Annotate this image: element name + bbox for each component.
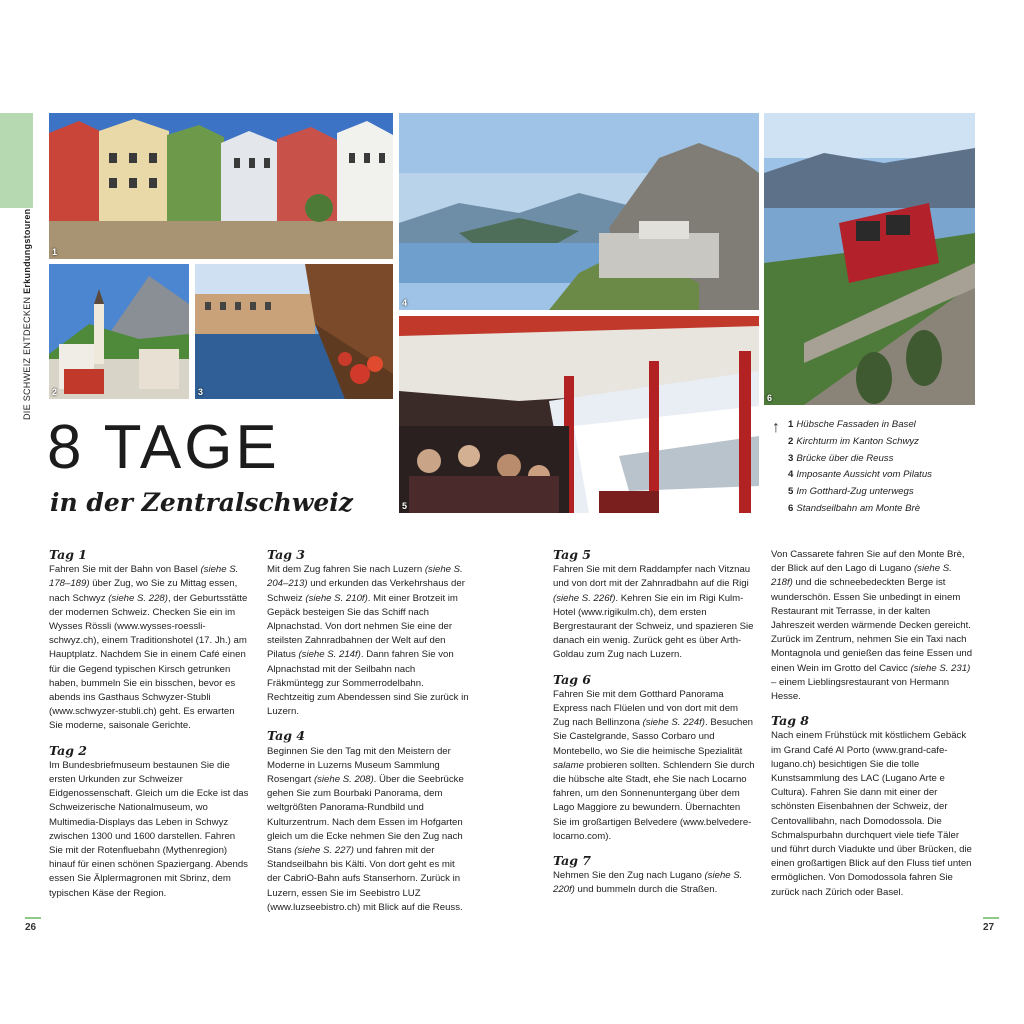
caption-text: Hübsche Fassaden in Basel bbox=[796, 419, 916, 430]
day-section bbox=[553, 548, 755, 663]
day-text: Beginnen Sie den Tag mit den Meistern der Moderne in Luzerns Museum Sammlung Rosengart (siehe S. 208). Über die Seebrücke gehen Sie zum Bourbaki Panorama, dem weltgrößten Panorama-Rundbild und Kulturzentrum. Nach dem Essen im Hofgarten gleich um die Ecke nehmen Sie den Zug nach Stans (siehe S. 227) und fahren mit der Standseilbahn bis Kälti. Von dort geht es mit der CabriO-Bahn aufs Stanserhorn. Zurück in Luzern, essen Sie im Seebistro LUZ (www.luzseebistro.ch) mit Blick auf die Reuss. bbox=[267, 745, 464, 913]
day-section bbox=[553, 854, 755, 898]
day-section bbox=[267, 729, 469, 915]
text-column-3 bbox=[553, 548, 755, 908]
day-section bbox=[49, 548, 251, 734]
caption-text: Kirchturm im Kanton Schwyz bbox=[796, 435, 919, 447]
photo-basel-facades bbox=[49, 113, 393, 259]
caption-item bbox=[788, 501, 992, 518]
page-title: 8 TAGE bbox=[47, 413, 280, 482]
caption-number: 1 bbox=[788, 419, 794, 430]
side-label-section: Erkundungstouren bbox=[22, 208, 32, 294]
caption-text: Brücke über die Reuss bbox=[796, 452, 894, 464]
photo-number: 2 bbox=[52, 387, 58, 397]
day-text: Fahren Sie mit der Bahn von Basel (siehe S. 178–189) über Zug, wo Sie zu Mittag essen, nach Schwyz (siehe S. 228), der Geburtsstätte der modernen Schweiz. Checken Sie ein im Wysses Rössli (www.wysses-roessli-schwyz.ch), einem Traditionshotel (17. Jh.) am Hauptplatz. Nachdem Sie in einem Café einen für die Gegend typischen Kirsch getrunken haben, bummeln Sie ein bisschen, bevor es abends ins Gasthaus Schwyzer-Stubli (www.schwyzer-stubli.ch) geht. Es erwarten Sie moderne, saisonale Gerichte. bbox=[49, 564, 248, 732]
caption-item bbox=[788, 434, 992, 451]
side-label-prefix: DIE SCHWEIZ ENTDECKEN bbox=[22, 296, 32, 420]
side-section-label bbox=[22, 209, 32, 420]
day-text: Nach einem Frühstück mit köstlichem Gebäck im Grand Café Al Porto (www.grand-cafe-lugano.ch) besichtigen Sie die tolle Kunstsammlung des LAC (Lugano Arte e Cultura). Fahren Sie dann mit einer der schönsten Eisenbahnen der Schweiz, der Centovallibahn, nach Domodossola. Die Schmalspurbahn durchquert viele tiefe Täler und führt durch Viadukte und über Brücken, die einen großartigen Blick auf den Fluss tief unten ermöglichen. Von Domodossola fahren Sie zurück nach Zürich oder Basel. bbox=[771, 730, 972, 898]
caption-text: Im Gotthard-Zug unterwegs bbox=[796, 486, 914, 498]
caption-item bbox=[788, 417, 992, 434]
pilatus-view-photo-icon bbox=[399, 113, 759, 310]
photo-number: 6 bbox=[767, 393, 773, 403]
page-number-left: 26 bbox=[25, 922, 37, 933]
caption-number: 6 bbox=[788, 502, 794, 514]
caption-number: 5 bbox=[788, 486, 794, 498]
day-text: Fahren Sie mit dem Gotthard Panorama Express nach Flüelen und von dort mit dem Zug nach Bellinzona (siehe S. 224f). Besuchen Sie Castelgrande, Sasso Corbaro und Montebello, wo Sie die heimische Spezialität salame probieren sollten. Schlendern Sie durch die hübsche alte Stadt, ehe Sie nach Locarno fahren, um den Sonnenuntergang über dem Lago Maggiore zu bewundern. Übernachten Sie im großartigen Belvedere (www.belvedere-locarno.com). bbox=[553, 688, 755, 842]
caption-number: 4 bbox=[788, 469, 794, 481]
photo-captions bbox=[772, 417, 992, 518]
reuss-bridge-photo-icon bbox=[195, 264, 393, 399]
day-heading: Tag 1 bbox=[49, 547, 87, 562]
caption-text: Standseilbahn am Monte Brè bbox=[796, 502, 921, 514]
day-heading: Tag 3 bbox=[267, 547, 305, 562]
photo-reuss-bridge bbox=[195, 264, 393, 399]
day-text: Fahren Sie mit dem Raddampfer nach Vitznau und von dort mit der Zahnradbahn auf die Rigi (siehe S. 226f). Kehren Sie ein im Rigi Kulm-Hotel (www.rigikulm.ch), dem ersten Bergrestaurant der Schweiz, und spazieren Sie danach ein wenig. Zurück geht es über Arth-Goldau zum Zug nach Luzern. bbox=[553, 564, 754, 661]
day-section bbox=[267, 548, 469, 719]
caption-number: 2 bbox=[788, 435, 794, 447]
caption-list bbox=[788, 417, 992, 518]
gotthard-train-photo-icon bbox=[399, 316, 759, 513]
day-heading: Tag 2 bbox=[49, 742, 87, 758]
caption-number: 3 bbox=[788, 452, 794, 464]
day-text: Im Bundesbriefmuseum bestaunen Sie die ersten Urkunden zur Schweizer Eidgenossenschaft. Gleich um die Ecke ist das Schweizerische Nationalmuseum, wo Multimedia-Displays das Leben in Schwyz zwischen 1300 und 1600 darstellen. Fahren Sie mit der Rotenfluebahn (Mythenregion) hinauf für einen schönen Spaziergang. Abends essen Sie Älplermagronen mit Sbrinz, dem typischen Käse der Region. bbox=[49, 759, 249, 899]
day-section bbox=[49, 744, 251, 901]
photo-pilatus-view bbox=[399, 113, 759, 310]
day-heading: Tag 8 bbox=[771, 713, 809, 729]
basel-facades-photo-icon bbox=[49, 113, 393, 259]
section-tab-marker bbox=[0, 113, 33, 208]
photo-monte-bre-funicular bbox=[764, 113, 975, 405]
day-text: Mit dem Zug fahren Sie nach Luzern (siehe S. 204–213) und erkunden das Verkehrshaus der Schweiz (siehe S. 210f). Mit einer Brotzeit im Gepäck besteigen Sie das Schiff nach Alpnachstad. Von dort nehmen Sie eine der steilsten Zahnradbahnen der Welt auf den Pilatus (siehe S. 214f). Dann fahren Sie von Alpnachstad mit der Seilbahn nach Fräkmüntegg zur Sommerrodelbahn. Rechtzeitig zum Abendessen sind Sie zurück in Luzern. bbox=[267, 564, 469, 718]
day-section bbox=[771, 714, 973, 900]
day-section-continued bbox=[771, 548, 973, 704]
monte-bre-funicular-photo-icon bbox=[764, 113, 975, 405]
schwyz-church-photo-icon bbox=[49, 264, 189, 399]
caption-text: Imposante Aussicht vom Pilatus bbox=[796, 469, 932, 481]
arrow-up-icon: ↑ bbox=[772, 419, 780, 436]
day-text: Von Cassarete fahren Sie auf den Monte Brè, der Blick auf den Lago di Lugano (siehe S. 218f) und die schneebedeckten Berge ist wunderschön. Essen Sie unbedingt in einem Restaurant mit Terrasse, in der kalten Jahreszeit werden wärmende Decken gereicht. Zurück im Zentrum, nehmen Sie ein Taxi nach Montagnola und genießen das feine Essen und einen Wein im Grotto del Cavicc (siehe S. 231) – einem Lieblingsrestaurant von Hermann Hesse. bbox=[771, 549, 973, 703]
caption-item bbox=[788, 484, 992, 501]
page-subtitle: in der Zentralschweiz bbox=[50, 488, 353, 517]
photo-number: 1 bbox=[52, 247, 58, 257]
text-column-1 bbox=[49, 548, 251, 911]
photo-number: 3 bbox=[198, 387, 204, 397]
day-section bbox=[553, 673, 755, 844]
photo-gotthard-train bbox=[399, 316, 759, 513]
day-heading: Tag 6 bbox=[553, 671, 591, 687]
day-heading: Tag 5 bbox=[553, 547, 591, 562]
photo-schwyz-church bbox=[49, 264, 189, 399]
caption-item bbox=[788, 467, 992, 484]
page-number-right: 27 bbox=[983, 922, 995, 933]
photo-number: 4 bbox=[402, 298, 408, 308]
text-column-4 bbox=[771, 548, 973, 910]
text-column-2 bbox=[267, 548, 469, 925]
day-heading: Tag 4 bbox=[267, 728, 305, 744]
photo-number: 5 bbox=[402, 501, 408, 511]
caption-item bbox=[788, 451, 992, 468]
day-text: Nehmen Sie den Zug nach Lugano (siehe S. 220f) und bummeln durch die Straßen. bbox=[553, 870, 743, 896]
day-heading: Tag 7 bbox=[553, 853, 591, 869]
